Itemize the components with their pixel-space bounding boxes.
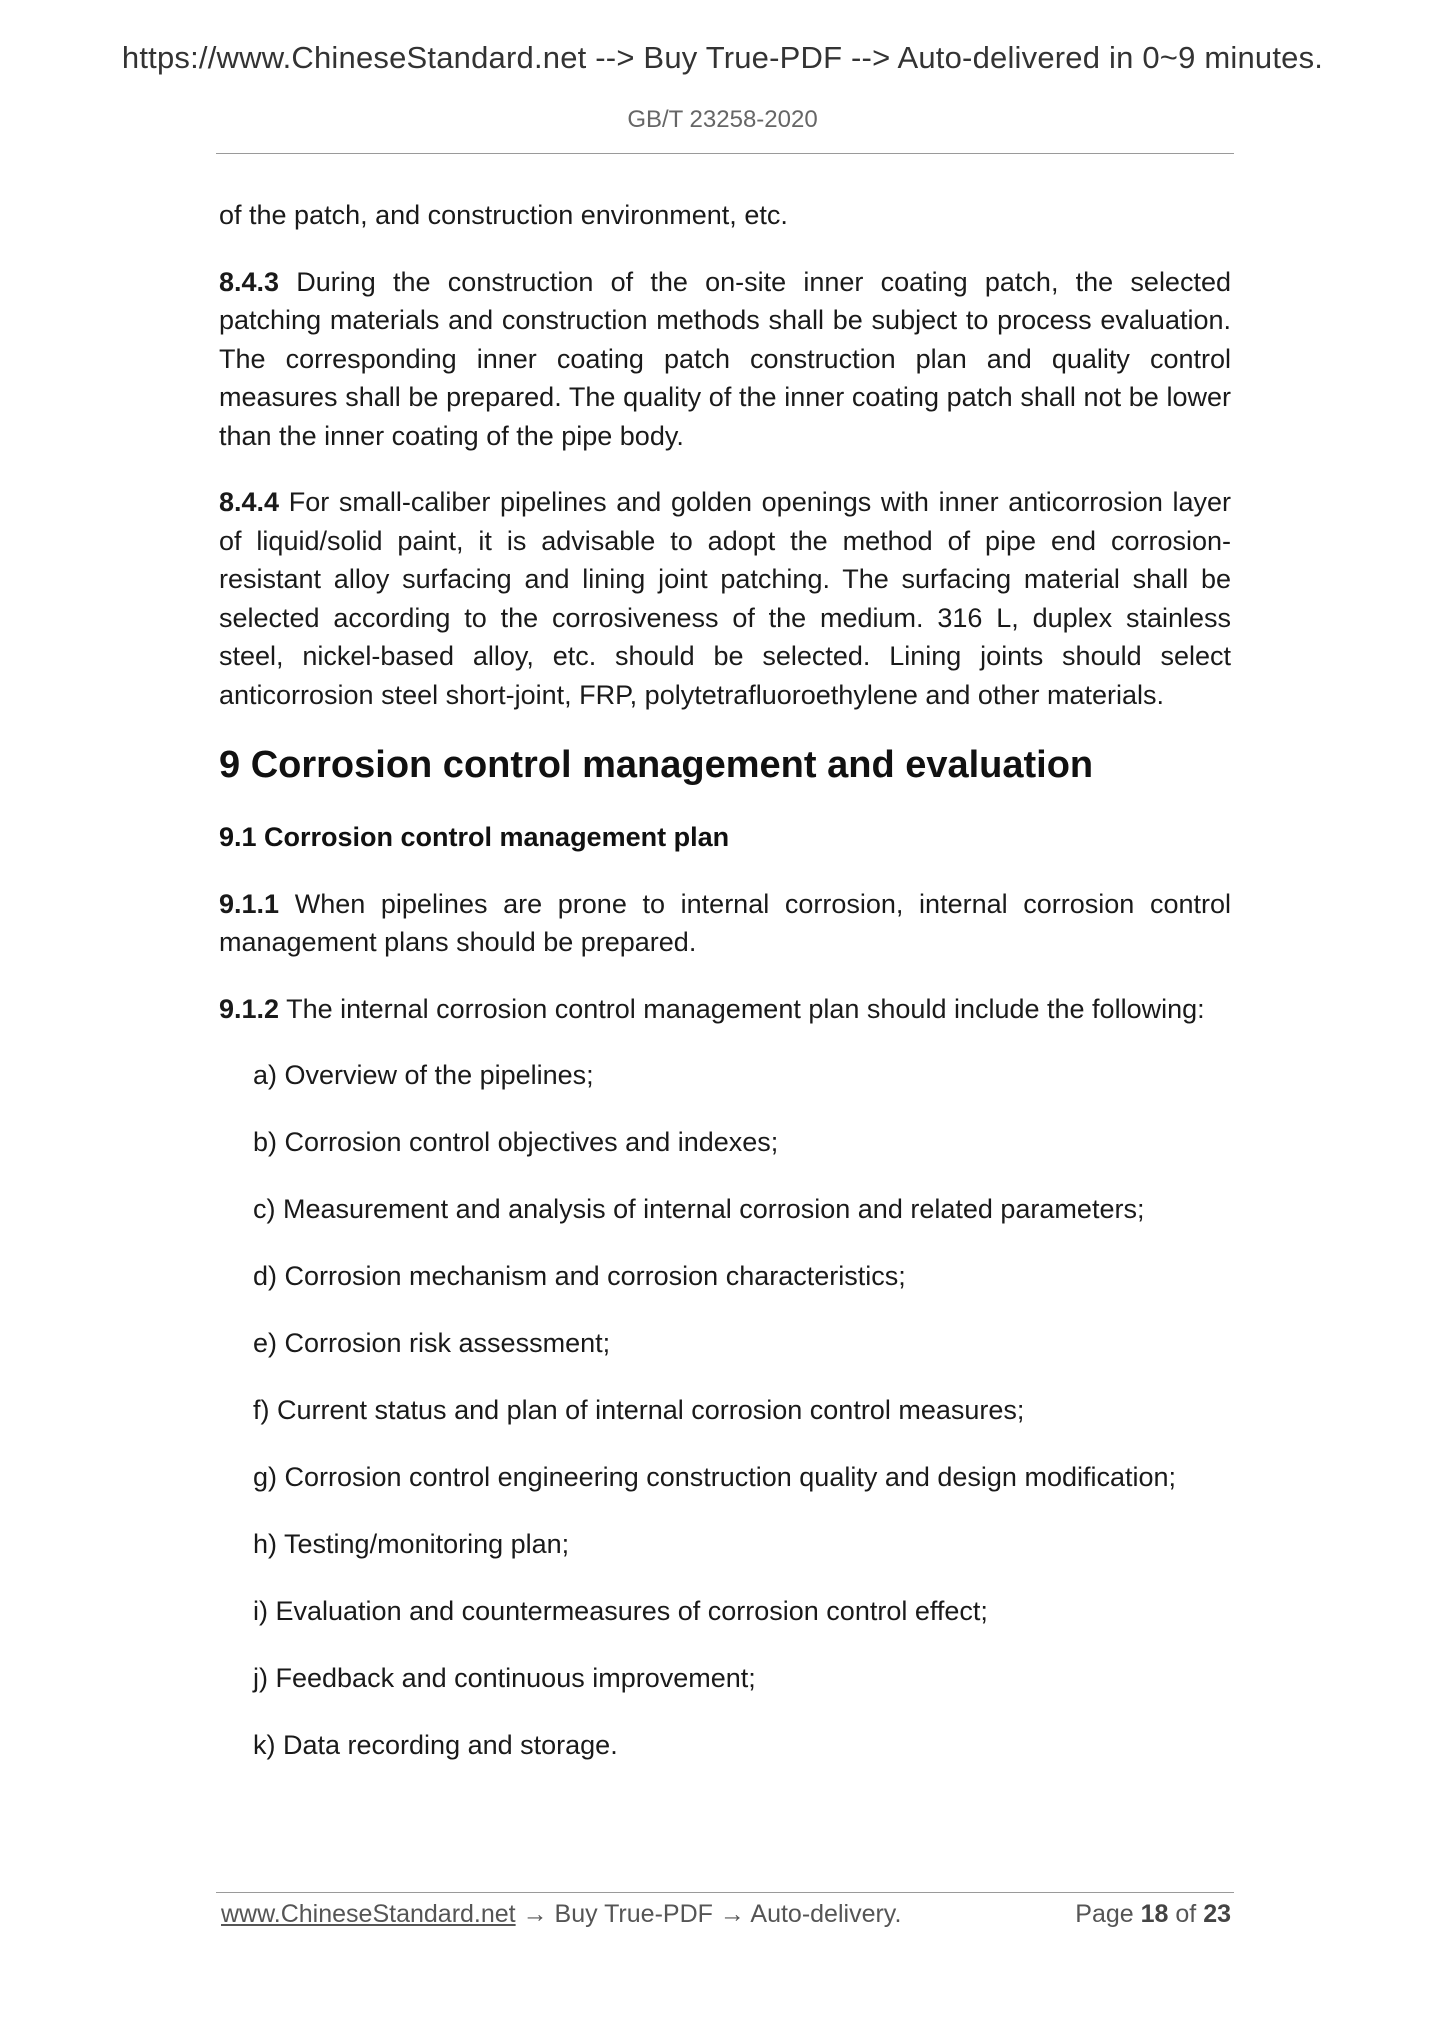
total-pages: 23: [1203, 1900, 1231, 1928]
site-link[interactable]: www.ChineseStandard.net: [221, 1900, 516, 1928]
clause-number: 8.4.3: [219, 266, 280, 297]
current-page: 18: [1140, 1900, 1169, 1928]
clause-text: During the construction of the on-site inner coating patch, the selected patching materials and construction methods shall be subject to process evaluation. The corresponding inner coating patch construction plan and quality control measures shall be prepared. The quality of the inner coating patch shall not be lower than the inner coating of the pipe body.: [219, 266, 1231, 451]
footer-tagline: → Buy True-PDF → Auto-delivery.: [515, 1900, 902, 1928]
clause-8-4-4: [219, 483, 1231, 714]
clause-number: 9.1.1: [219, 888, 280, 919]
footer-divider: [216, 1892, 1234, 1893]
list-item: b) Corrosion control objectives and indexes;: [253, 1127, 779, 1157]
list-item: k) Data recording and storage.: [253, 1730, 618, 1760]
list-item: j) Feedback and continuous improvement;: [253, 1663, 756, 1693]
clause-text: When pipelines are prone to internal corrosion, internal corrosion control management plans should be prepared.: [219, 888, 1231, 957]
header-divider: [216, 153, 1234, 154]
plan-contents-list: [219, 1056, 1231, 1765]
list-item: g) Corrosion control engineering construction quality and design modification;: [253, 1462, 1177, 1492]
standard-code: GB/T 23258-2020: [627, 106, 818, 133]
clause-number: 9.1.2: [219, 993, 280, 1024]
list-item: i) Evaluation and countermeasures of corrosion control effect;: [253, 1596, 988, 1626]
site-banner: https://www.ChineseStandard.net --> Buy True-PDF --> Auto-delivered in 0~9 minutes.: [121, 40, 1324, 75]
continuation-paragraph: of the patch, and construction environment, etc.: [219, 200, 788, 230]
list-item: c) Measurement and analysis of internal corrosion and related parameters;: [253, 1194, 1145, 1224]
footer-left: [221, 1897, 901, 1931]
subsection-heading: 9.1 Corrosion control management plan: [219, 822, 730, 852]
page-label: Page: [1075, 1900, 1134, 1928]
list-item: h) Testing/monitoring plan;: [253, 1529, 570, 1559]
clause-8-4-3: [219, 263, 1231, 456]
clause-9-1-2: [219, 990, 1231, 1029]
list-item: d) Corrosion mechanism and corrosion characteristics;: [253, 1261, 906, 1291]
clause-number: 8.4.4: [219, 487, 280, 517]
clause-9-1-1: [219, 885, 1231, 962]
list-item: e) Corrosion risk assessment;: [253, 1328, 611, 1358]
clause-text: For small-caliber pipelines and golden openings with inner anticorrosion layer of liquid/solid paint, it is advisable to adopt the method of pipe end corrosion-resistant alloy surfacing and lining joint patching. The surfacing material shall be selected according to the corrosiveness of the medium. 316 L, duplex stainless steel, nickel-based alloy, etc. should be selected. Lining joints should select anticorrosion steel short-joint, FRP, polytetrafluoroethylene and other materials.: [219, 487, 1231, 710]
page-content: [219, 196, 1231, 1793]
section-heading: 9 Corrosion control management and evaluation: [219, 744, 1094, 786]
list-item: a) Overview of the pipelines;: [253, 1060, 594, 1090]
clause-text: The internal corrosion control management plan should include the following:: [279, 993, 1205, 1024]
list-item: f) Current status and plan of internal corrosion control measures;: [253, 1395, 1025, 1425]
page-number: [1075, 1897, 1231, 1931]
of-label: of: [1175, 1900, 1197, 1928]
